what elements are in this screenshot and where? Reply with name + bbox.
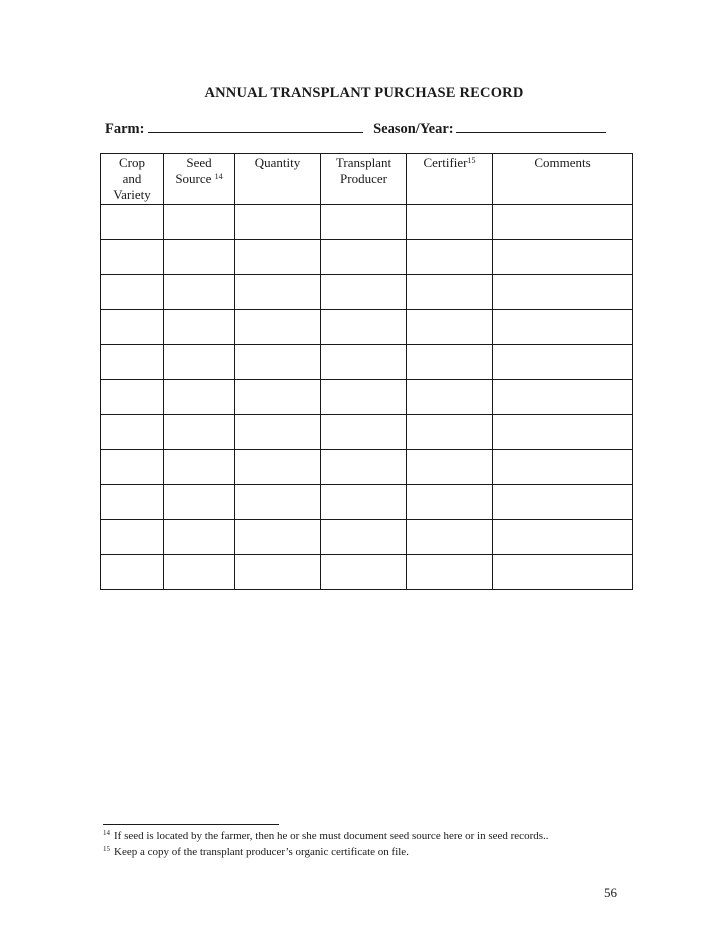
table-cell[interactable] <box>321 450 407 485</box>
col-header-crop-variety <box>101 154 164 205</box>
footnote-14 <box>103 830 549 842</box>
page-title: ANNUAL TRANSPLANT PURCHASE RECORD <box>204 85 524 101</box>
table-row <box>101 275 633 310</box>
table-cell[interactable] <box>101 345 164 380</box>
table-cell[interactable] <box>235 380 321 415</box>
table-cell[interactable] <box>321 345 407 380</box>
col-header-label: Comments <box>534 155 591 170</box>
table-cell[interactable] <box>493 205 633 240</box>
header-row <box>101 154 633 205</box>
transplant-record-table <box>100 153 633 590</box>
season-label: Season/Year: <box>373 121 454 137</box>
col-header-label: Seed Source $^{14}$ <box>175 155 223 186</box>
table-cell[interactable] <box>235 240 321 275</box>
table-cell[interactable] <box>235 450 321 485</box>
table-cell[interactable] <box>101 520 164 555</box>
footnote-ref: 15 <box>467 156 476 165</box>
table-cell[interactable] <box>493 240 633 275</box>
footnote-text: Keep a copy of the transplant producer’s organic certificate on file. <box>114 846 409 858</box>
table-cell[interactable] <box>321 485 407 520</box>
table-cell[interactable] <box>235 205 321 240</box>
col-header-comments <box>493 154 633 205</box>
table-row <box>101 415 633 450</box>
footnote-marker: 15 <box>103 845 110 853</box>
table-cell[interactable] <box>235 310 321 345</box>
col-header-label: Certifier$^{15}$ <box>423 155 476 170</box>
table-row <box>101 205 633 240</box>
col-header-certifier <box>407 154 493 205</box>
table-cell[interactable] <box>493 345 633 380</box>
col-header-quantity <box>235 154 321 205</box>
table-cell[interactable] <box>493 485 633 520</box>
table-cell[interactable] <box>493 450 633 485</box>
table-cell[interactable] <box>164 205 235 240</box>
farm-season-line <box>105 120 606 138</box>
table-cell[interactable] <box>321 275 407 310</box>
table-cell[interactable] <box>321 415 407 450</box>
table-cell[interactable] <box>235 275 321 310</box>
table-cell[interactable] <box>164 415 235 450</box>
table-cell[interactable] <box>164 380 235 415</box>
table-cell[interactable] <box>407 520 493 555</box>
table-row <box>101 450 633 485</box>
col-header-seed-source <box>164 154 235 205</box>
table-cell[interactable] <box>101 380 164 415</box>
table-cell[interactable] <box>101 485 164 520</box>
table-cell[interactable] <box>407 310 493 345</box>
table-cell[interactable] <box>407 485 493 520</box>
table-cell[interactable] <box>407 240 493 275</box>
footnote-15 <box>103 846 409 858</box>
table-row <box>101 345 633 380</box>
table-cell[interactable] <box>407 450 493 485</box>
table-cell[interactable] <box>164 275 235 310</box>
table-cell[interactable] <box>164 310 235 345</box>
table-cell[interactable] <box>407 555 493 590</box>
table-cell[interactable] <box>407 275 493 310</box>
table-cell[interactable] <box>164 450 235 485</box>
table-cell[interactable] <box>235 345 321 380</box>
table-cell[interactable] <box>101 310 164 345</box>
table-cell[interactable] <box>164 240 235 275</box>
table-cell[interactable] <box>493 520 633 555</box>
table-cell[interactable] <box>101 415 164 450</box>
table-cell[interactable] <box>321 520 407 555</box>
table-cell[interactable] <box>101 555 164 590</box>
table-cell[interactable] <box>101 450 164 485</box>
table-cell[interactable] <box>235 485 321 520</box>
table-cell[interactable] <box>101 205 164 240</box>
table-cell[interactable] <box>164 555 235 590</box>
table-cell[interactable] <box>493 415 633 450</box>
table-cell[interactable] <box>164 520 235 555</box>
table-cell[interactable] <box>493 555 633 590</box>
farm-blank[interactable] <box>148 120 363 133</box>
footnote-ref: 14 <box>214 172 223 181</box>
table-cell[interactable] <box>407 415 493 450</box>
table-row <box>101 555 633 590</box>
table-cell[interactable] <box>101 275 164 310</box>
table-cell[interactable] <box>321 380 407 415</box>
table-cell[interactable] <box>164 485 235 520</box>
footnote-marker: 14 <box>103 829 110 837</box>
table-body <box>101 205 633 590</box>
col-header-label: Transplant Producer <box>335 155 392 186</box>
table-cell[interactable] <box>235 520 321 555</box>
table-cell[interactable] <box>321 555 407 590</box>
table-cell[interactable] <box>321 240 407 275</box>
table-cell[interactable] <box>493 380 633 415</box>
table-row <box>101 380 633 415</box>
col-header-label: Crop and Variety <box>113 155 151 202</box>
table-cell[interactable] <box>321 310 407 345</box>
footnote-text: If seed is located by the farmer, then he or she must document seed source here or in seed records.. <box>114 830 549 842</box>
table-cell[interactable] <box>321 205 407 240</box>
table-cell[interactable] <box>235 555 321 590</box>
season-blank[interactable] <box>456 120 606 133</box>
farm-label: Farm: <box>105 121 145 137</box>
table-cell[interactable] <box>101 240 164 275</box>
table-row <box>101 520 633 555</box>
table-row <box>101 310 633 345</box>
col-header-label: Quantity <box>254 155 301 170</box>
table-cell[interactable] <box>407 345 493 380</box>
table-row <box>101 485 633 520</box>
table-cell[interactable] <box>407 380 493 415</box>
table-row <box>101 240 633 275</box>
footnote-rule <box>103 824 279 825</box>
table-cell[interactable] <box>164 345 235 380</box>
table-cell[interactable] <box>407 205 493 240</box>
table-cell[interactable] <box>235 415 321 450</box>
table-cell[interactable] <box>493 275 633 310</box>
col-header-transplant-producer <box>321 154 407 205</box>
page-number: 56 <box>604 885 617 900</box>
table-cell[interactable] <box>493 310 633 345</box>
